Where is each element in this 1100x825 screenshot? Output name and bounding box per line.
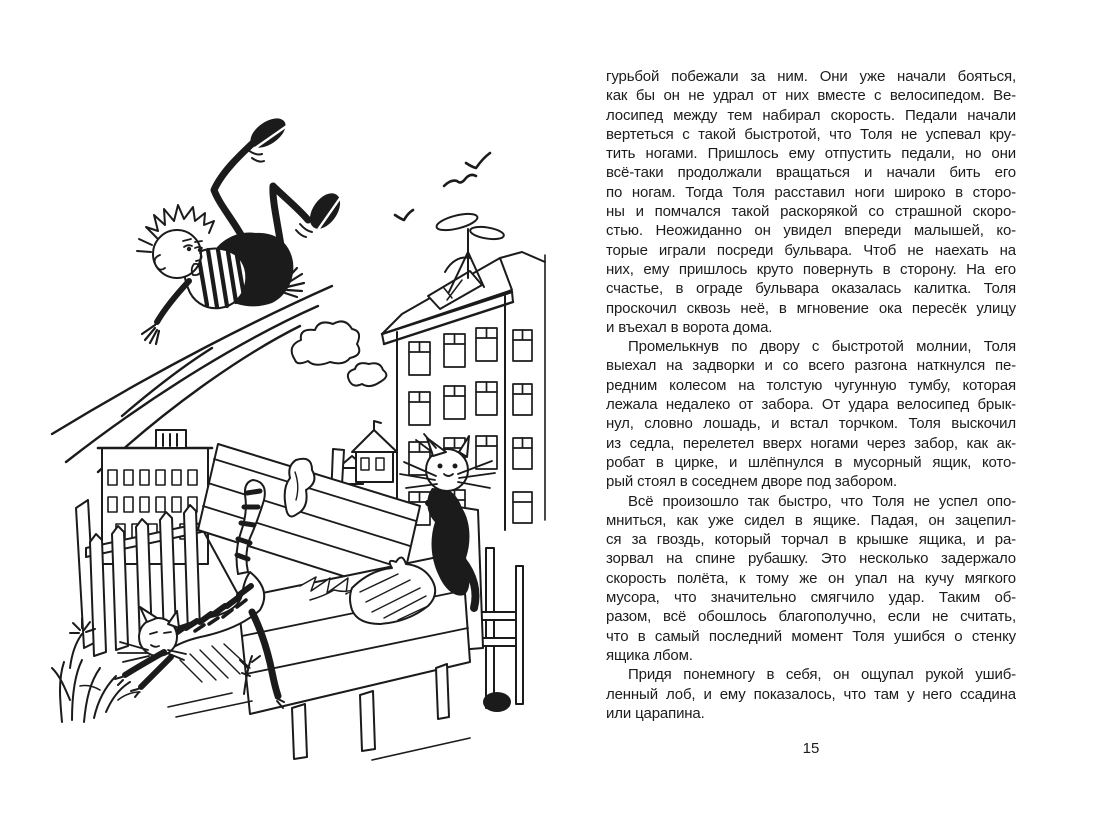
text-line: вертеться с такой быстротой, что Толя не успевал кру- <box>606 125 1016 143</box>
text-line: всё-таки продолжали вращаться и начали бить его <box>606 164 1016 182</box>
text-line: нул, словно лошадь, и встал торчком. Толя выскочил <box>606 415 1016 433</box>
text-line: что в самый последний момент Толя ушибся о стенку <box>606 627 1016 645</box>
paragraph <box>606 665 1016 723</box>
text-line: Промелькнув по двору с быстротой молнии, Толя <box>628 338 1016 356</box>
text-line: разом, всё обошлось благополучно, если не считать, <box>606 608 1016 626</box>
text-line: торые играли посреди бульвара. Чтоб не наехать на <box>606 241 1016 259</box>
text-line: как бы он не удрал от них вместе с велосипедом. Ве- <box>606 87 1016 105</box>
page-number: 15 <box>802 740 820 757</box>
text-line: редним колесом на толстую чугунную тумбу, которая <box>606 376 1016 394</box>
text-line: выехал на задворки и со всего разгона наткнулся пе- <box>606 357 1016 375</box>
text-line: проскочил сквозь неё, в мгновение ока пересёк улицу <box>606 299 1016 317</box>
text-line: счастье, в ограде бульвара оказалась калитка. Толя <box>606 280 1016 298</box>
text-line: лосипед между тем набирал скорость. Педали начали <box>606 106 1016 124</box>
text-line: по ногам. Тогда Толя расставил ноги широко в сторо- <box>606 183 1016 201</box>
text-line: ся за гвоздь, который торчал в крышке ящика, и ра- <box>606 531 1016 549</box>
text-line: скорость полёта, к тому же он упал на кучу мягкого <box>606 569 1016 587</box>
small-houses <box>338 421 397 484</box>
text-line: стью. Неожиданно он увидел впереди малышей, ко- <box>606 222 1016 240</box>
clouds <box>292 321 387 386</box>
text-line: рый стоял в соседнем дворе под забором. <box>606 473 898 491</box>
text-line: зорвал на спине рубашку. Это несколько задержало <box>606 550 1016 568</box>
text-line: и въехал в ворота дома. <box>606 318 773 336</box>
text-line: ленный лоб, и ему показалось, что там у него ссадина <box>606 685 1016 703</box>
text-line: мусора, что значительно смягчило удар. Таким об- <box>606 589 1016 607</box>
motion-lines <box>52 286 332 472</box>
text-line: них, ему пришлось круто повернуть в сторону. На его <box>606 260 1016 278</box>
paragraph <box>606 67 1016 337</box>
falling-boy <box>137 113 346 344</box>
story-text <box>606 67 1016 723</box>
text-line: гурьбой побежали за ним. Они уже начали бояться, <box>606 68 1016 85</box>
paragraph <box>606 337 1016 491</box>
text-line: робат в цирке, и шлёпнулся в мусорный ящик, кото- <box>606 453 1016 471</box>
paragraph <box>606 492 1016 666</box>
text-line: Всё произошло так быстро, что Толя не успел опо- <box>628 492 1016 510</box>
text-line: лежала недалеко от забора. От удара велосипед брык- <box>606 396 1016 414</box>
text-line: ящика лбом. <box>606 646 693 664</box>
text-line: или царапина. <box>606 704 705 722</box>
text-line: ны и помчался такой раскорякой со страшной скоро- <box>606 203 1016 221</box>
text-line: мниться, как уже сидел в ящике. Падая, он зацепил- <box>606 511 1016 529</box>
birds <box>395 153 490 220</box>
text-line: тить ногами. Пришлось ему отпустить педали, но они <box>606 145 1016 163</box>
text-line: из седла, перелетел вверх ногами через забор, как ак- <box>606 434 1016 452</box>
text-line: Придя понемногу в себя, он ощупал рукой ушиб- <box>628 666 1016 684</box>
